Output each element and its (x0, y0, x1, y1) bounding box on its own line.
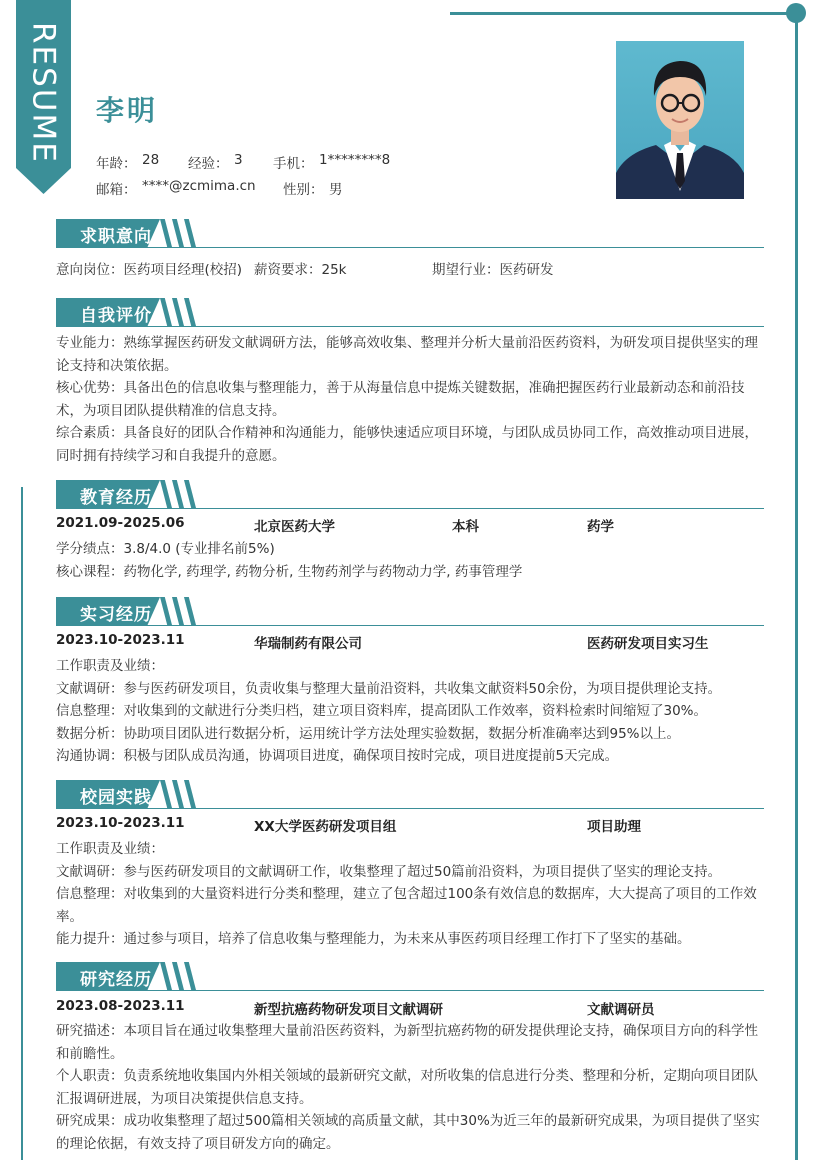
intent-industry: 期望行业：医药研发 (432, 262, 554, 278)
research-role: 文献调研员 (587, 1002, 655, 1018)
internship-role: 医药研发项目实习生 (587, 636, 709, 652)
experience-value: 3 (234, 152, 243, 168)
top-divider (450, 12, 796, 15)
education-period: 2021.09-2025.06 (56, 515, 185, 531)
internship-line: 工作职责及业绩： (56, 658, 164, 674)
self-line: 专业能力：熟练掌握医药研发文献调研方法，能够高效收集、整理并分析大量前沿医药资料，为研发项目提供坚实的理论支持和决策依据。 (56, 335, 758, 374)
intent-position: 意向岗位：医药项目经理(校招) (56, 262, 243, 278)
campus-period: 2023.10-2023.11 (56, 815, 185, 831)
age-value: 28 (142, 152, 160, 168)
campus-line: 能力提升：通过参与项目，培养了信息收集与整理能力，为未来从事医药项目经理工作打下了坚实的基础。 (56, 931, 691, 947)
section-title: 研究经历 (80, 970, 152, 990)
profile-photo (616, 41, 744, 199)
right-border-line (795, 15, 798, 1160)
internship-line: 文献调研：参与医药研发项目，负责收集与整理大量前沿资料，共收集文献资料50余份，为项目提供理论支持。 (56, 680, 722, 697)
research-line: 个人职责：负责系统地收集国内外相关领域的最新研究文献，对所收集的信息进行分类、整理和分析，定期向项目团队汇报调研进展，为项目决策提供信息支持。 (56, 1068, 758, 1107)
education-row (56, 515, 764, 537)
campus-row (56, 815, 764, 837)
section-header-research (56, 962, 764, 992)
internship-details (56, 655, 766, 768)
section-title: 教育经历 (80, 488, 152, 508)
education-line: 学分绩点：3.8/4.0 (专业排名前5%) (56, 541, 275, 557)
education-line: 核心课程：药物化学, 药理学, 药物分析, 生物药剂学与药物动力学, 药事管理学 (56, 563, 523, 580)
section-title: 实习经历 (80, 605, 152, 625)
internship-line: 信息整理：对收集到的文献进行分类归档，建立项目资料库，提高团队工作效率，资料检索时间缩短了30%。 (56, 703, 708, 719)
section-title: 自我评价 (80, 306, 152, 326)
section-title: 求职意向 (80, 227, 152, 247)
education-details (56, 538, 766, 583)
phone-label: 手机： (273, 156, 314, 172)
campus-details (56, 838, 766, 951)
self-evaluation-text (56, 332, 766, 467)
research-line: 研究描述：本项目旨在通过收集整理大量前沿医药资料，为新型抗癌药物的研发提供理论支持，确保项目方向的科学性和前瞻性。 (56, 1023, 758, 1062)
resume-banner-text: RESUME (25, 22, 62, 164)
candidate-name: 李明 (96, 94, 159, 127)
section-header-education (56, 480, 764, 510)
age-label: 年龄： (96, 156, 137, 172)
internship-line: 数据分析：协助项目团队进行数据分析，运用统计学方法处理实验数据，数据分析准确率达到95%以上。 (56, 725, 681, 742)
research-period: 2023.08-2023.11 (56, 998, 185, 1014)
research-project: 新型抗癌药物研发项目文献调研 (254, 1002, 443, 1018)
internship-period: 2023.10-2023.11 (56, 632, 185, 648)
experience-label: 经验： (188, 156, 229, 172)
self-line: 核心优势：具备出色的信息收集与整理能力，善于从海量信息中提炼关键数据，准确把握医药行业最新动态和前沿技术，为项目团队提供精准的信息支持。 (56, 380, 745, 419)
section-header-self (56, 298, 764, 328)
research-row (56, 998, 764, 1020)
person-portrait-icon (616, 41, 744, 199)
section-header-intent (56, 219, 764, 249)
education-school: 北京医药大学 (254, 519, 335, 535)
section-title: 校园实践 (80, 788, 152, 808)
section-header-internship (56, 597, 764, 627)
internship-company: 华瑞制药有限公司 (254, 636, 362, 652)
education-major: 药学 (587, 519, 614, 535)
email-value: ****@zcmima.cn (142, 178, 256, 194)
campus-role: 项目助理 (587, 819, 641, 835)
campus-line: 文献调研：参与医药研发项目的文献调研工作，收集整理了超过50篇前沿资料，为项目提供了坚实的理论支持。 (56, 863, 722, 880)
section-header-campus (56, 780, 764, 810)
internship-line: 沟通协调：积极与团队成员沟通，协调项目进度，确保项目按时完成，项目进度提前5天完成。 (56, 748, 619, 764)
internship-row (56, 632, 764, 654)
campus-line: 信息整理：对收集到的大量资料进行分类和整理，建立了包含超过100条有效信息的数据库，大大提高了项目的工作效率。 (56, 886, 757, 925)
intent-salary: 薪资要求：25k (254, 262, 347, 278)
campus-org: XX大学医药研发项目组 (254, 819, 397, 835)
research-details (56, 1020, 766, 1155)
phone-value: 1********8 (319, 152, 391, 168)
campus-line: 工作职责及业绩： (56, 841, 164, 857)
education-degree: 本科 (452, 519, 479, 535)
left-border-line (21, 487, 23, 1160)
gender-label: 性别： (283, 182, 324, 198)
self-line: 综合素质：具备良好的团队合作精神和沟通能力，能够快速适应项目环境，与团队成员协同工作，高效推动项目进展，同时拥有持续学习和自我提升的意愿。 (56, 425, 758, 464)
email-label: 邮箱： (96, 182, 137, 198)
research-line: 研究成果：成功收集整理了超过500篇相关领域的高质量文献，其中30%为近三年的最新研究成果，为项目提供了坚实的理论依据，有效支持了项目研发方向的确定。 (56, 1113, 760, 1152)
gender-value: 男 (329, 182, 343, 198)
